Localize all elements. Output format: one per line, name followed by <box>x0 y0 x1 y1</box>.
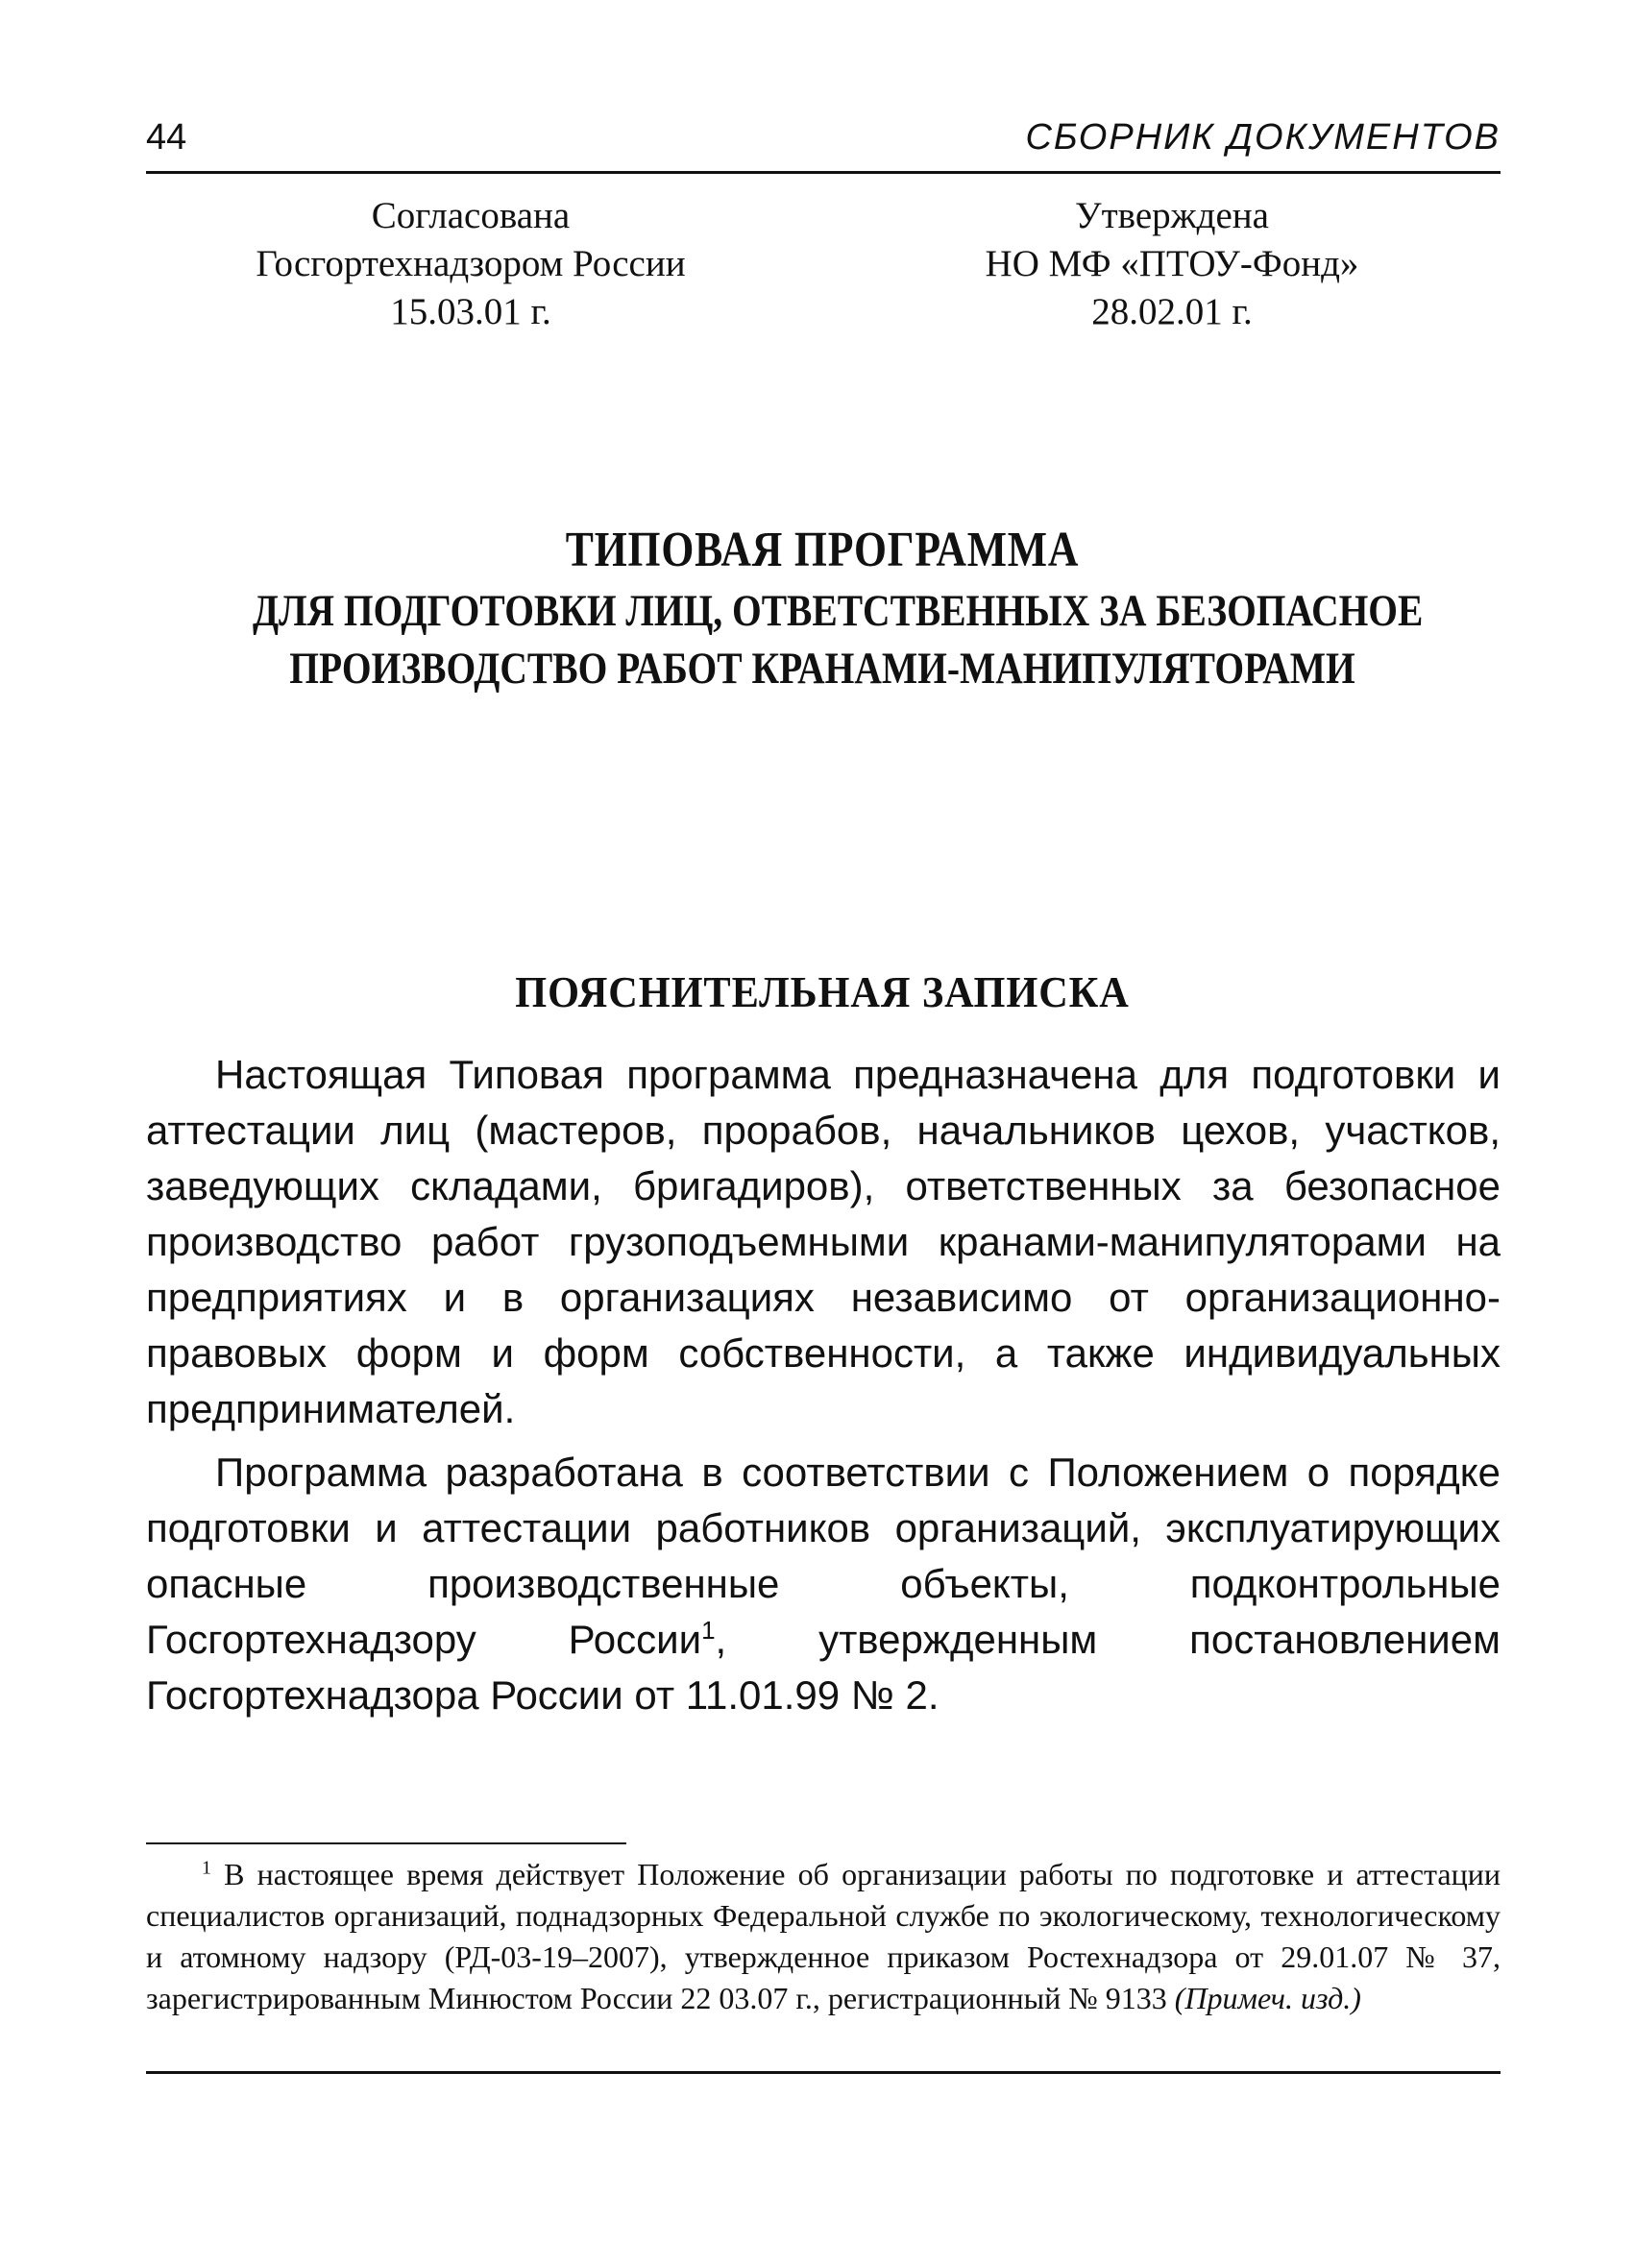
paragraph-2-text-start: Программа разработана в соответствии с Положением о порядке подготовки и аттестации работников организаций, эксплуатирующих опасные производственные объекты, подконтрольные Госгортехнадзору России <box>146 1450 1501 1662</box>
title-line-3: ПРОИЗВОДСТВО РАБОТ КРАНАМИ-МАНИПУЛЯТОРАМИ <box>289 644 1355 694</box>
document-title <box>144 519 1501 697</box>
footnote-marker: 1 <box>202 1857 211 1879</box>
footnote-divider <box>146 1842 626 1844</box>
page-number: 44 <box>146 117 187 158</box>
paragraph-2 <box>146 1445 1501 1723</box>
section-heading: ПОЯСНИТЕЛЬНАЯ ЗАПИСКА <box>515 967 1130 1016</box>
running-header <box>146 113 1501 174</box>
footnote <box>146 1854 1501 2019</box>
bottom-divider <box>146 2071 1501 2074</box>
footnote-reference: 1 <box>701 1616 716 1645</box>
publisher-note: (Примеч. изд.) <box>1174 1981 1361 2015</box>
explanatory-note-body <box>146 1047 1501 1731</box>
approved-authority: НО МФ «ПТОУ-Фонд» <box>985 243 1359 284</box>
footnote-paragraph <box>146 1854 1501 2019</box>
collection-title: СБОРНИК ДОКУМЕНТОВ <box>1025 117 1501 158</box>
paragraph-2-text-end: , утвержденным постановлением Госгортехнадзора России от 11.01.99 № 2. <box>146 1617 1501 1718</box>
agreed-label: Согласована <box>371 195 571 236</box>
footnote-text: В настоящее время действует Положение об организации работы по подготовке и аттестации специалистов организаций, поднадзорных Федеральной службе по экологическому, технологическому и атомному надзору (РД-03-19–2007), утвержденное приказом Ростехнадзора от 29.01.07 № 37, зарегистрированным Минюстом России 22 03.07 г., регистрационный № 9133 <box>146 1857 1501 2015</box>
approved-date: 28.02.01 г. <box>1091 291 1253 332</box>
approval-stamp-approved <box>903 192 1441 336</box>
agreed-authority: Госгортехнадзором России <box>256 243 686 284</box>
title-line-1: ТИПОВАЯ ПРОГРАММА <box>565 523 1080 577</box>
title-line-2: ДЛЯ ПОДГОТОВКИ ЛИЦ, ОТВЕТСТВЕННЫХ ЗА БЕЗОПАСНОЕ <box>252 586 1424 636</box>
approval-stamp-agreed <box>202 192 740 336</box>
approved-label: Утверждена <box>1075 195 1269 236</box>
paragraph-1: Настоящая Типовая программа предназначена для подготовки и аттестации лиц (мастеров, прорабов, начальников цехов, участков, заведующих складами, бригадиров), ответственных за безопасное производство работ грузоподъемными кранами-манипуляторами на предприятиях и в организациях независимо от организационно-правовых форм и форм собственности, а также индивидуальных предпринимателей. <box>146 1052 1501 1431</box>
agreed-date: 15.03.01 г. <box>390 291 551 332</box>
